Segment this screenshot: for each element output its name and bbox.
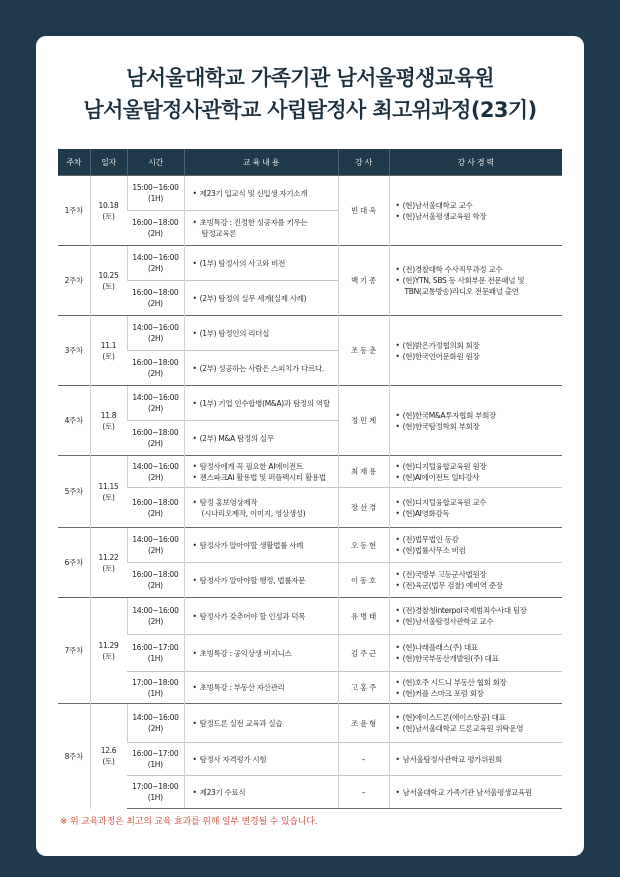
date-text: (토) — [102, 421, 115, 431]
career-text: • (현)AI영화감독 — [396, 508, 561, 519]
instructor-cell: 오 동 현 — [338, 528, 389, 563]
instructor-cell: 김 주 근 — [338, 635, 389, 672]
time-text: (2H) — [147, 439, 163, 448]
career-text: • (현)디지털융합교육원 원장 — [396, 461, 561, 472]
instructor-cell: 장 선 경 — [338, 488, 389, 528]
table-row — [58, 776, 562, 809]
time-text: 14:00~16:00 — [132, 461, 179, 471]
time-text: (2H) — [147, 299, 163, 308]
date-cell — [90, 246, 127, 316]
time-text: 14:00~16:00 — [132, 713, 179, 722]
content-cell — [184, 386, 338, 421]
date-cell — [90, 316, 127, 386]
career-cell — [389, 776, 562, 809]
content-text: • 제23기 수료식 — [193, 787, 336, 798]
instructor-cell: 최 재 용 — [338, 456, 389, 488]
time-text: (2H) — [147, 404, 164, 413]
career-text: • (현)커플 스마크 포럼 회장 — [396, 688, 561, 699]
time-text: 16:00~18:00 — [132, 497, 179, 507]
table-body — [58, 176, 562, 809]
time-text: (2H) — [147, 546, 164, 555]
time-text: 14:00~16:00 — [132, 606, 179, 615]
content-cell — [184, 563, 338, 598]
page-subtitle: 남서울탐정사관학교 사립탐정사 최고위과정(23기) — [83, 98, 537, 122]
content-cell — [184, 281, 338, 316]
time-cell — [127, 672, 184, 704]
header-career: 강 사 경 력 — [389, 149, 562, 176]
table-row — [58, 246, 562, 281]
time-cell — [127, 635, 184, 672]
time-cell — [127, 776, 184, 809]
instructor-cell: 이 동 호 — [338, 563, 389, 598]
date-text: 12.6 — [100, 746, 117, 756]
week-cell: 3주차 — [58, 316, 90, 386]
week-cell: 5주차 — [58, 456, 90, 528]
week-cell: 6주차 — [58, 528, 90, 598]
career-cell — [389, 386, 562, 456]
table-row — [58, 456, 562, 488]
time-cell — [127, 176, 184, 211]
time-text: (2H) — [147, 229, 163, 238]
schedule-card — [36, 36, 584, 856]
time-text: (2H) — [147, 617, 164, 626]
career-text: • (현)남서울대학교 드론교육원 위탁운영 — [396, 723, 561, 734]
career-cell — [389, 743, 562, 776]
career-cell — [389, 246, 562, 316]
time-text: (2H) — [147, 724, 164, 733]
date-text: 11.22 — [98, 552, 119, 562]
content-cell — [184, 528, 338, 563]
content-cell — [184, 598, 338, 635]
career-cell — [389, 672, 562, 704]
table-row — [58, 672, 562, 704]
content-text: • 젠스파크AI 활용법 및 퍼플렉시티 활용법 — [193, 472, 336, 483]
career-text: • (현)디지털융합교육원 교수 — [396, 497, 561, 508]
career-text: • (현)남서울대학교 교수 — [396, 200, 561, 211]
career-text: • (전)육군(법무 검찰) 예비역 준장 — [396, 580, 561, 591]
career-cell — [389, 704, 562, 743]
time-text: 14:00~16:00 — [132, 253, 179, 262]
time-cell — [127, 211, 184, 246]
time-text: 17:00~18:00 — [132, 782, 179, 791]
career-text: • (현)AI에이전트 일타강사 — [396, 472, 561, 483]
date-text: (토) — [102, 351, 115, 361]
content-text: • 탐정드론 실전 교육과 실습 — [193, 718, 336, 729]
week-cell: 8주차 — [58, 704, 90, 809]
content-text: • 탐정사 자격평가 시험 — [193, 754, 336, 765]
date-text: 11.8 — [100, 410, 117, 420]
header-instructor: 강 사 — [338, 149, 389, 176]
time-cell — [127, 563, 184, 598]
week-cell: 1주차 — [58, 176, 90, 246]
content-text: • (1부) 탐정인의 리더십 — [193, 328, 336, 339]
content-cell — [184, 635, 338, 672]
instructor-cell: 빈 대 욱 — [338, 176, 389, 246]
date-text: 10.18 — [98, 200, 119, 210]
date-cell — [90, 176, 127, 246]
date-text: (토) — [102, 211, 115, 221]
time-text: 16:00~18:00 — [132, 218, 179, 227]
content-cell — [184, 488, 338, 528]
time-cell — [127, 316, 184, 351]
content-text: • 초빙특강 : 진정한 성공자를 키우는 — [193, 217, 336, 228]
content-cell — [184, 672, 338, 704]
content-text: • 초빙특강 : 부동산 자산관리 — [193, 682, 336, 693]
header-week: 주차 — [58, 149, 90, 176]
table-row — [58, 176, 562, 211]
content-cell — [184, 743, 338, 776]
content-cell — [184, 776, 338, 809]
header-date: 일자 — [90, 149, 127, 176]
table-row — [58, 635, 562, 672]
content-cell — [184, 351, 338, 386]
career-text: • (전)경찰청interpol국제범죄수사대 팀장 — [396, 605, 561, 616]
time-cell — [127, 421, 184, 456]
career-cell — [389, 488, 562, 528]
content-text: • (1부) 기업 인수합병(M&A)과 탐정의 역할 — [193, 398, 336, 409]
content-text: • (1부) 탐정사의 사고와 비전 — [193, 258, 336, 269]
date-cell — [90, 528, 127, 598]
career-cell — [389, 316, 562, 386]
time-text: 14:00~16:00 — [132, 393, 179, 402]
career-cell — [389, 456, 562, 488]
week-cell: 2주차 — [58, 246, 90, 316]
header-content: 교 육 내 용 — [184, 149, 338, 176]
career-text: • (현)남서울평생교육원 학장 — [396, 211, 561, 222]
time-text: 16:00~18:00 — [132, 358, 179, 367]
table-row — [58, 563, 562, 598]
time-cell — [127, 246, 184, 281]
date-text: 11.29 — [98, 640, 119, 650]
time-text: 16:00~17:00 — [132, 749, 179, 758]
content-cell — [184, 316, 338, 351]
time-text: (2H) — [147, 334, 164, 343]
instructor-cell: 백 기 종 — [338, 246, 389, 316]
time-text: 16:00~17:00 — [132, 643, 179, 652]
career-text: • (현)한국탐정학회 부회장 — [396, 421, 561, 432]
date-cell — [90, 456, 127, 528]
content-text: • (2부) 탐정의 실무 세계(실제 사례) — [193, 293, 336, 304]
date-text: (토) — [102, 492, 115, 502]
table-header-row — [58, 149, 562, 176]
date-cell — [90, 386, 127, 456]
career-text: • (현)한국M&A투자협회 부회장 — [396, 410, 561, 421]
time-cell — [127, 528, 184, 563]
content-cell — [184, 704, 338, 743]
content-cell — [184, 456, 338, 488]
career-text: • (현)법률사무소 비컴 — [396, 545, 561, 556]
date-text: 11.1 — [100, 340, 117, 350]
time-text: 14:00~16:00 — [132, 323, 179, 332]
career-text: • (현)에이스드론(에이스항공) 대표 — [396, 712, 561, 723]
instructor-cell: 정 민 계 — [338, 386, 389, 456]
content-text: 탐정교육론 — [201, 229, 237, 238]
career-text: • (전)법무법인 동감 — [396, 534, 561, 545]
career-text: • (전)국방부 고등군사법원장 — [396, 569, 561, 580]
table-row — [58, 743, 562, 776]
career-text: • (현)한국언어문화원 원장 — [396, 351, 561, 362]
time-text: (1H) — [147, 688, 163, 698]
table-row — [58, 386, 562, 421]
time-cell — [127, 386, 184, 421]
content-text: • 제23기 입교식 및 신입생 자기소개 — [193, 188, 336, 199]
table-row — [58, 528, 562, 563]
instructor-cell: 유 병 태 — [338, 598, 389, 635]
time-text: (2H) — [147, 369, 163, 378]
time-text: 16:00~18:00 — [132, 570, 179, 579]
career-text: • (현)YTN, SBS 등 사회부문 전문패널 및 — [396, 275, 561, 286]
schedule-table — [58, 149, 562, 809]
date-text: (토) — [102, 281, 115, 291]
career-cell — [389, 528, 562, 563]
content-text: • 탐정사가 알아야할 생활법률 사례 — [193, 540, 336, 551]
time-text: (2H) — [147, 581, 163, 590]
content-cell — [184, 176, 338, 211]
time-text: (2H) — [147, 264, 164, 273]
instructor-cell: – — [338, 776, 389, 809]
career-text: • 남서울대학교 가족기관 남서울평생교육원 — [396, 787, 561, 798]
date-text: (토) — [102, 651, 115, 661]
instructor-cell: 고 홍 주 — [338, 672, 389, 704]
week-cell: 4주차 — [58, 386, 90, 456]
time-text: (1H) — [147, 760, 163, 769]
time-cell — [127, 456, 184, 488]
date-text: 11.15 — [98, 481, 119, 491]
time-text: 16:00~18:00 — [132, 428, 179, 437]
time-cell — [127, 704, 184, 743]
week-cell: 7주차 — [58, 598, 90, 704]
content-text: • 탐정사에게 꼭 필요한 AI에이전트 — [193, 461, 336, 472]
time-cell — [127, 281, 184, 316]
time-cell — [127, 351, 184, 386]
header-time: 시간 — [127, 149, 184, 176]
career-text: • (현)남서울탐정사관학교 교수 — [396, 616, 561, 627]
time-text: 15:00~16:00 — [132, 183, 179, 192]
career-cell — [389, 635, 562, 672]
career-cell — [389, 598, 562, 635]
table-row — [58, 488, 562, 528]
content-text: (시나리오제작, 이미지, 영상생성) — [201, 508, 306, 518]
table-row — [58, 598, 562, 635]
instructor-cell: – — [338, 743, 389, 776]
career-cell — [389, 176, 562, 246]
content-text: • 초빙특강 : 공익상생 비지니스 — [193, 648, 336, 659]
career-text: • (현)호주 시드니 부동산 협회 회장 — [396, 677, 561, 688]
table-row — [58, 316, 562, 351]
content-cell — [184, 246, 338, 281]
time-text: 16:00~18:00 — [132, 288, 179, 297]
date-text: 10.25 — [98, 270, 119, 280]
date-cell — [90, 598, 127, 704]
content-text: • (2부) 성공하는 사람은 스피치가 다르다. — [193, 363, 336, 374]
content-text: • 탐정 홍보영상제작 — [193, 497, 336, 508]
career-text: • (현)밝은가정협의회 회장 — [396, 340, 561, 351]
time-text: (2H) — [147, 508, 163, 518]
career-text: • (전)경찰대학 수사직무과정 교수 — [396, 264, 561, 275]
time-cell — [127, 488, 184, 528]
content-text: • 탐정사가 갖추어야 할 인성과 덕목 — [193, 611, 336, 622]
career-text: • (현)나래플래스(주) 대표 — [396, 642, 561, 653]
date-text: (토) — [102, 757, 115, 767]
page-title: 남서울대학교 가족기관 남서울평생교육원 — [126, 66, 494, 90]
date-cell — [90, 704, 127, 809]
content-cell — [184, 421, 338, 456]
career-text: TBN(교통방송)라디오 전문패널 출연 — [404, 287, 519, 296]
career-text: • 남서울탐정사관학교 평가위원회 — [396, 754, 561, 765]
career-cell — [389, 563, 562, 598]
time-text: (1H) — [147, 194, 164, 203]
time-text: 14:00~16:00 — [132, 535, 179, 544]
table-row — [58, 704, 562, 743]
instructor-cell: 조 동 춘 — [338, 316, 389, 386]
time-text: (1H) — [147, 793, 163, 802]
time-text: (2H) — [147, 472, 164, 482]
career-text: • (현)한국부동산개발원(주) 대표 — [396, 653, 561, 664]
content-text: • (2부) M&A 탐정의 실무 — [193, 433, 336, 444]
date-text: (토) — [102, 563, 115, 573]
time-text: (1H) — [147, 654, 163, 663]
notice-text: ※ 위 교육과정은 최고의 교육 효과를 위해 일부 변경될 수 있습니다. — [60, 817, 318, 827]
instructor-cell: 조 윤 형 — [338, 704, 389, 743]
time-text: 17:00~18:00 — [132, 677, 179, 687]
time-cell — [127, 598, 184, 635]
content-text: • 탐정사가 알아야할 행정, 법률자문 — [193, 575, 336, 586]
time-cell — [127, 743, 184, 776]
content-cell — [184, 211, 338, 246]
